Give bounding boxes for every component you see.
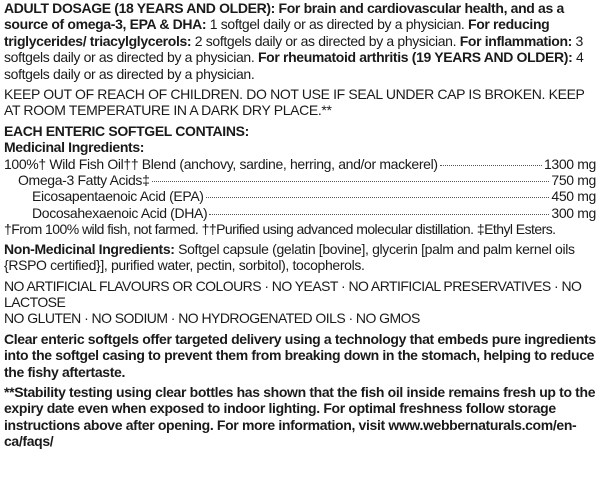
ingredient-name: Omega-3 Fatty Acids‡ [18,172,150,189]
ingredient-name: 100%† Wild Fish Oil†† Blend (anchovy, sardine, herring, and/or mackerel) [4,155,438,172]
leader-dots [209,214,549,215]
leader-dots [440,165,542,166]
clear-enteric-description: Clear enteric softgels offer targeted delivery using a technology that embeds pure ingredients into the softgel casing to prevent them from breaking down in the stomach, helping to reduce the fishy aftertaste. [4,330,596,380]
ingredient-amount: 1300 mg [543,155,596,172]
leader-dots [206,197,550,198]
ingredient-name: Eicosapentaenoic Acid (EPA) [32,188,204,205]
free-from-line-1: NO ARTIFICIAL FLAVOURS OR COLOURS · NO YEAST · NO ARTIFICIAL PRESERVATIVES · NO LACTOSE [4,277,582,310]
ingredient-row-fish-oil [4,156,596,172]
dosage-arthritis-bold: For rheumatoid arthritis (19 YEARS AND OLDER): [257,49,573,66]
contents-heading: EACH ENTERIC SOFTGEL CONTAINS: [4,122,249,139]
dosage-section [4,0,596,82]
non-medicinal-text: Softgel capsule (gelatin [bovine], glycerin [palm and palm kernel oils {RSPO certified}], purified water, pectin, sorbitol), tocopherols. [4,240,575,274]
non-medicinal-heading: Non-Medicinal Ingredients: [4,240,175,257]
dosage-triglycerides-text: 2 softgels daily or as directed by a physician. [191,32,460,49]
ingredient-footnote: †From 100% wild fish, not farmed. ††Purified using advanced molecular distillation. ‡Ethyl Esters. [4,221,556,238]
ingredient-amount: 750 mg [551,172,596,189]
medicinal-heading: Medicinal Ingredients: [4,139,145,156]
free-from-line-2: NO GLUTEN · NO SODIUM · NO HYDROGENATED OILS · NO GMOS [4,310,420,327]
ingredient-amount: 300 mg [551,204,596,221]
ingredient-name: Docosahexaenoic Acid (DHA) [32,204,208,221]
dosage-intro-bold: For brain and cardiovascular health, and as a source of omega-3, EPA & DHA: [4,0,564,33]
dosage-inflammation-text: 3 softgels daily or as directed by a physician. [4,32,583,66]
stability-note: **Stability testing using clear bottles has shown that the fish oil inside remains fresh up to the expiry date even when exposed to indoor lighting. For optimal freshness follow storage instructions above after opening. For more information, visit www.webbernaturals.com/en-ca/faqs/ [4,383,596,450]
ingredient-amount: 450 mg [551,188,596,205]
dosage-triglycerides-bold: For reducing triglycerides/ triacylglycerols: [4,16,550,49]
ingredient-row-omega3 [4,172,596,188]
dosage-inflammation-bold: For inflammation: [459,32,572,49]
non-medicinal-section [4,241,596,274]
dosage-intro-text: 1 softgel daily or as directed by a physician. [206,16,469,33]
ingredient-row-epa [4,188,596,204]
dosage-arthritis-text: 4 softgels daily or as directed by a physician. [4,49,584,82]
leader-dots [152,181,550,182]
storage-warning: KEEP OUT OF REACH OF CHILDREN. DO NOT USE IF SEAL UNDER CAP IS BROKEN. KEEP AT ROOM TEMPERATURE IN A DARK DRY PLACE.** [4,86,585,119]
dosage-heading: ADULT DOSAGE (18 YEARS AND OLDER): [4,0,275,16]
ingredient-row-dha [4,205,596,221]
